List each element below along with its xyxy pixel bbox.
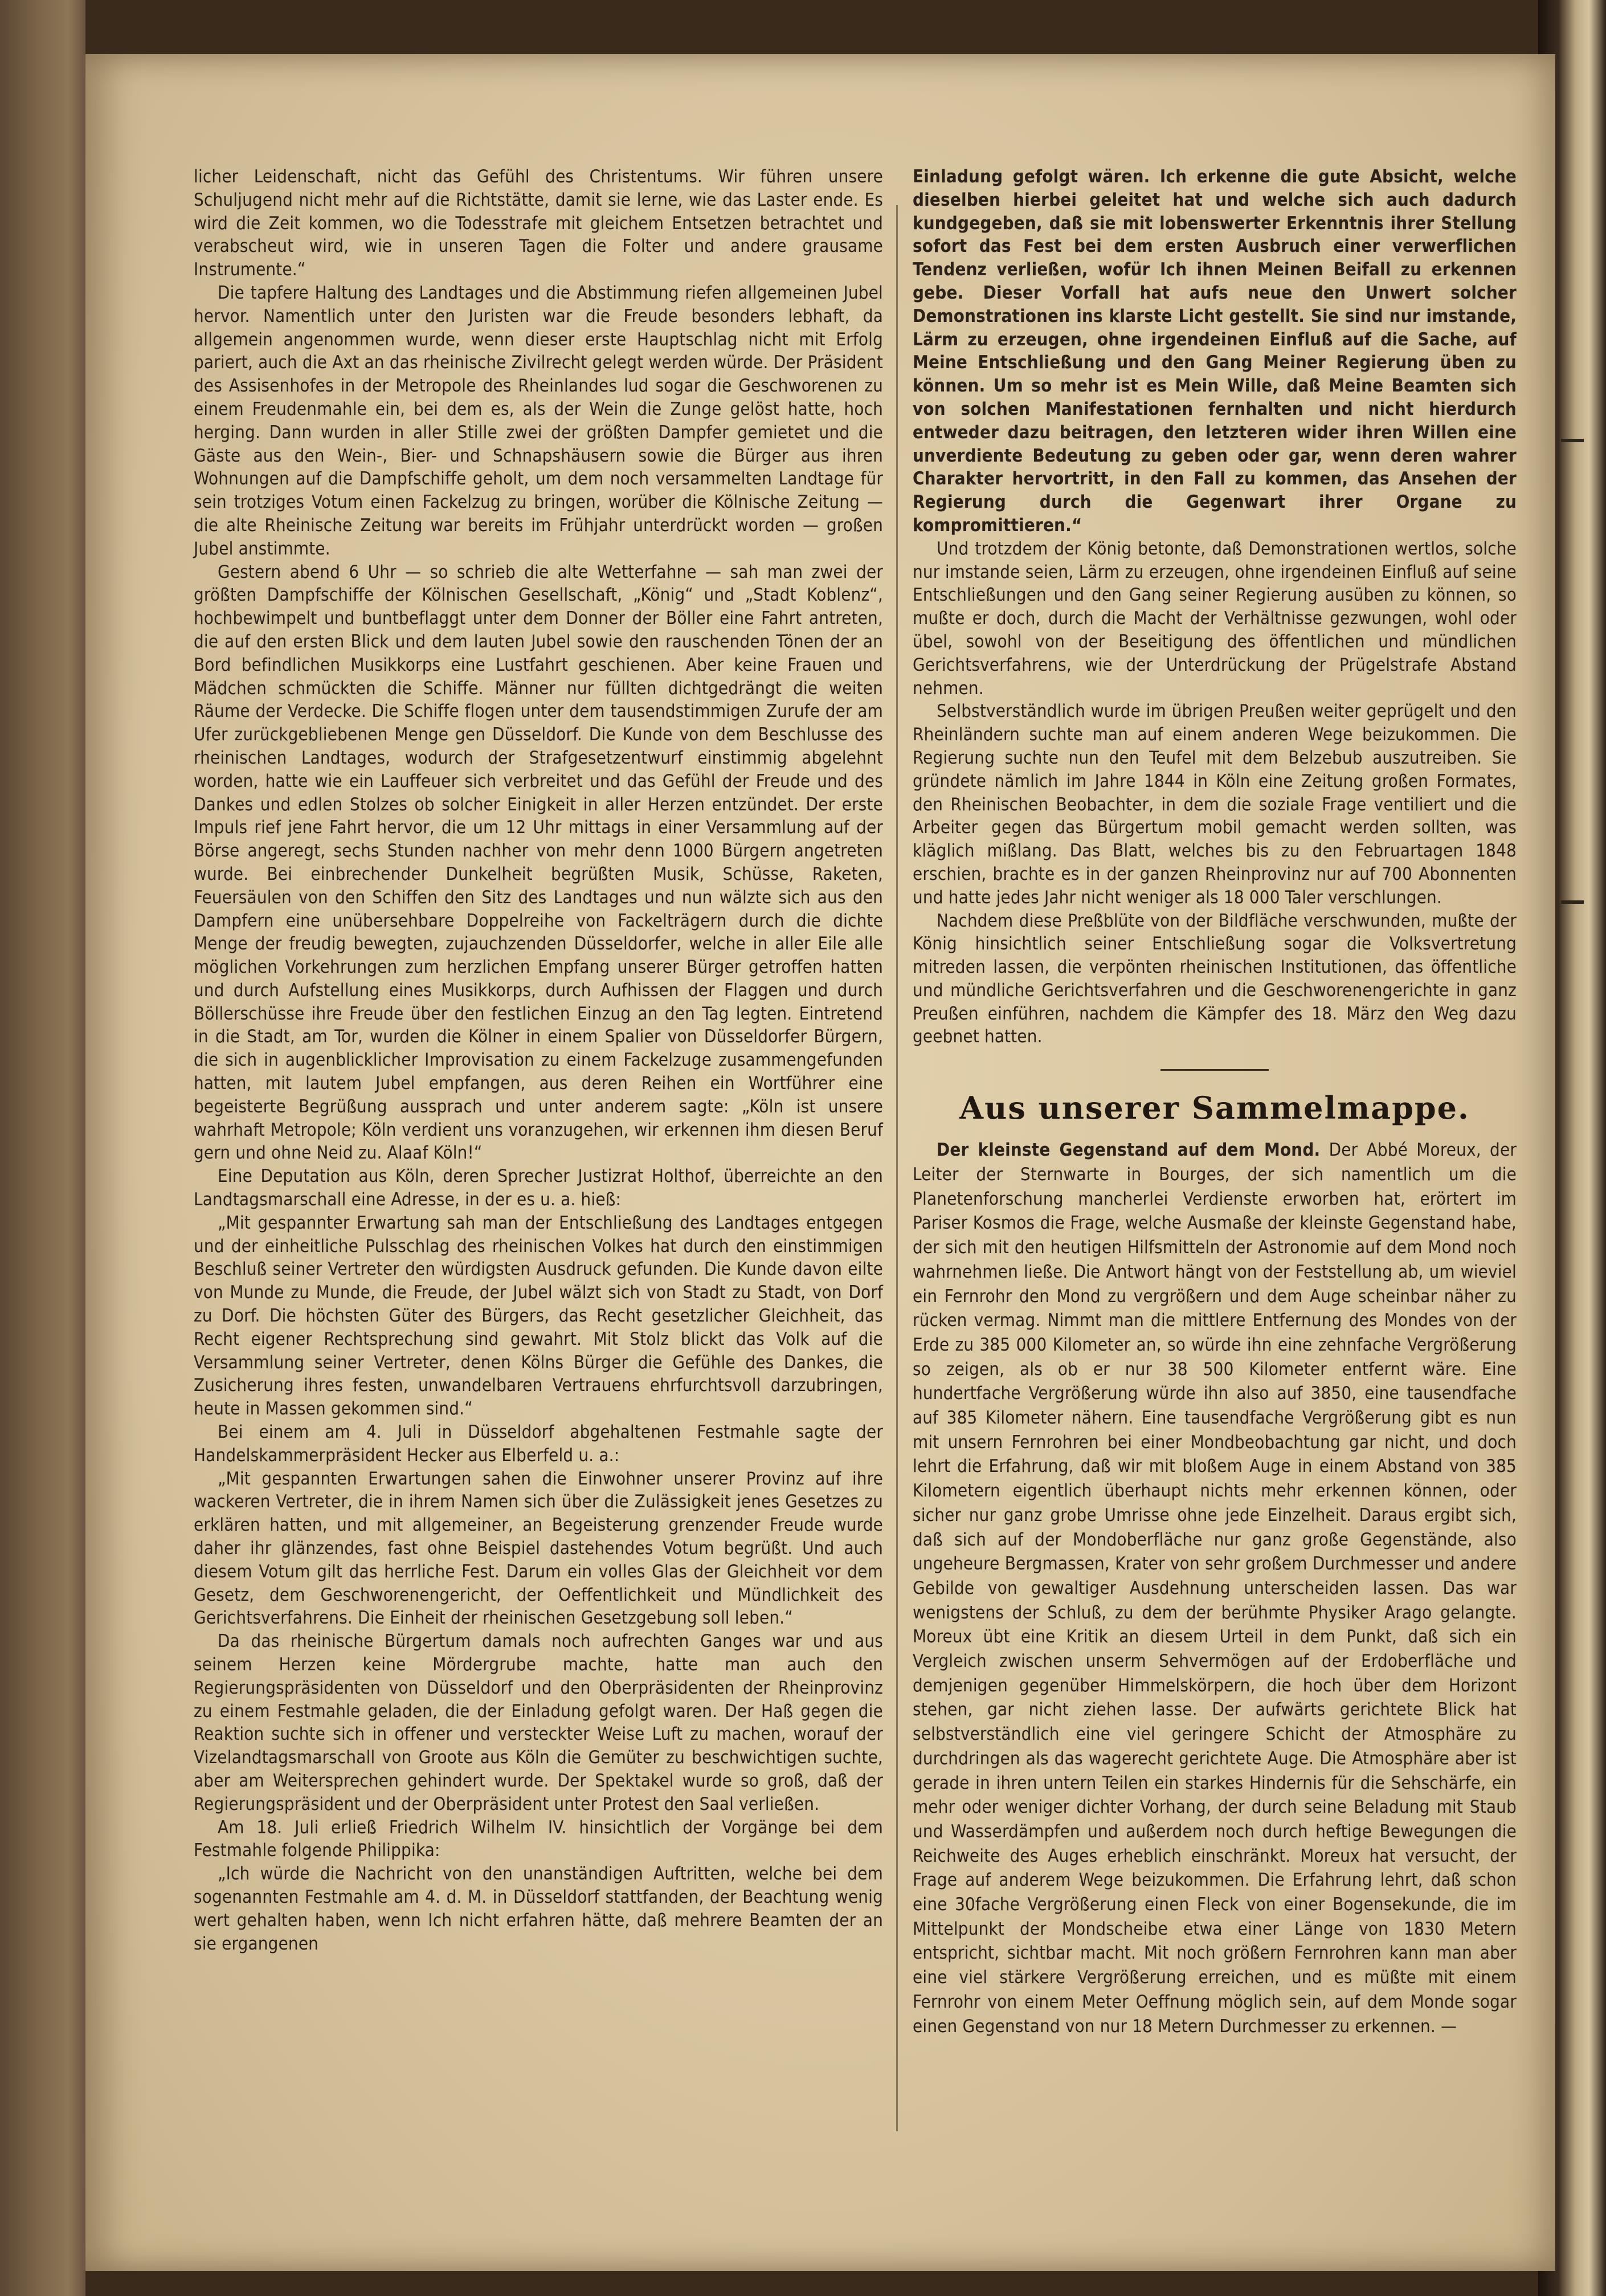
paragraph: „Ich würde die Nachricht von den unanständigen Auftritten, welche bei dem sogenannten Festmahle am 4. d. M. in Düsseldorf stattfanden, der Beachtung wenig wert gehalten haben, wenn Ich nicht erfahren hätte, daß mehrere Beamten der an sie ergangenen bbox=[194, 1863, 883, 1954]
paragraph: Bei einem am 4. Juli in Düsseldorf abgehaltenen Festmahle sagte der Handelskammerpräsident Hecker aus Elberfeld u. a.: bbox=[194, 1422, 883, 1466]
paragraph: licher Leidenschaft, nicht das Gefühl des Christentums. Wir führen unsere Schuljugend nicht mehr auf die Richtstätte, damit sie lerne, wie das Laster ende. Es wird die Zeit kommen, wo die Todesstrafe mit gleichem Entsetzen betrachtet und verabscheut wird, wie in unseren Tagen die Folter und andere grausame Instrumente.“ bbox=[194, 166, 883, 280]
paragraph: Die tapfere Haltung des Landtages und die Abstimmung riefen allgemeinen Jubel hervor. Namentlich unter den Juristen war die Freude besonders lebhaft, da allgemein angenommen wurde, wenn dieser erste Hauptschlag nicht mit Erfolg pariert, auch die Axt an das rheinische Zivilrecht gelegt werden würde. Der Präsident des Assisenhofes in der Metropole des Rheinlandes lud sogar die Geschworenen zu einem Freudenmahle ein, bei dem es, als der Wein die Zunge gelöst hatte, hoch herging. Dann wurden in aller Stille zwei der größten Dampfer gemietet und die Gäste aus den Wein-, Bier- und Schnapshäusern sowie die Bürger aus ihren Wohnungen auf die Dampfschiffe geholt, um dem noch versammelten Landtage für sein trotziges Votum einen Fackelzug zu bringen, worüber die Kölnische Zeitung — die alte Rheinische Zeitung war bereits im Frühjahr unterdrückt worden — großen Jubel anstimmte. bbox=[194, 282, 883, 559]
mond-article bbox=[913, 1138, 1517, 2038]
paragraph: „Mit gespannten Erwartungen sahen die Einwohner unserer Provinz auf ihre wackeren Vertreter, die in ihrem Namen sich über die Zulässigkeit jenes Gesetzes zu erklären hatten, und mit allgemeiner, an Begeisterung grenzender Freude wurde daher ihr glänzendes, fast ohne Beispiel dastehendes Votum begrüßt. Und auch diesem Votum gilt das herrliche Fest. Darum ein volles Glas der Gleichheit vor dem Gesetz, dem Geschworenengericht, der Oeffentlichkeit und Mündlichkeit des Gerichtsverfahrens. Die Einheit der rheinischen Gesetzgebung soll leben.“ bbox=[194, 1468, 883, 1629]
paragraph: Gestern abend 6 Uhr — so schrieb die alte Wetterfahne — sah man zwei der größten Dampfschiffe der Kölnischen Gesellschaft, „König“ und „Stadt Koblenz“, hochbewimpelt und buntbeflaggt unter dem Donner der Böller eine Fahrt antreten, die auf den ersten Blick und dem lauten Jubel sowie den rauschenden Tönen der an Bord befindlichen Musikkorps eine Lustfahrt geschienen. Aber keine Frauen und Mädchen schmückten die Schiffe. Männer nur füllten dichtgedrängt die weiten Räume der Verdecke. Die Schiffe flogen unter dem tausendstimmigen Zurufe der am Ufer zurückgebliebenen Menge gen Düsseldorf. Die Kunde von dem Beschlusse des rheinischen Landtages, wodurch der Strafgesetzentwurf einstimmig abgelehnt worden, hatte wie ein Lauffeuer sich verbreitet und das Gefühl der Freude und des Dankes und edlen Stolzes ob solcher Einigkeit in aller Herzen entzündet. Der erste Impuls rief jene Fahrt hervor, die um 12 Uhr mittags in einer Versammlung auf der Börse angeregt, sechs Stunden nachher von mehr denn 1000 Bürgern angetreten wurde. Bei einbrechender Dunkelheit begrüßten Musik, Schüsse, Raketen, Feuersäulen von den Schiffen den Sitz des Landtages und nun wälzte sich aus den Dampfern eine unübersehbare Doppelreihe von Fackelträgern durch die dichte Menge der freudig bewegten, zujauchzenden Düsseldorfer, welche in aller Eile alle möglichen Vorkehrungen zum herzlichen Empfang unserer Bürger getroffen hatten und durch Aufstellung eines Musikkorps, durch Aufhissen der Flaggen und durch Böllerschüsse ihre Freude über den festlichen Einzug an den Tag legten. Eintretend in die Stadt, am Tor, wurden die Kölner in einem Spalier von Düsseldorfer Bürgern, die sich in augenblicklicher Improvisation zu einem Fackelzuge zusammengefunden hatten, mit lautem Jubel empfangen, aus deren Reihen ein Wortführer eine begeisterte Begrüßung aussprach und unter anderem sagte: „Köln ist unsere wahrhaft Metropole; Köln verdient uns voranzugehen, wir erkennen ihm diesen Beruf gern und ohne Neid zu. Alaaf Köln!“ bbox=[194, 561, 883, 1164]
paragraph: Einladung gefolgt wären. Ich erkenne die gute Absicht, welche dieselben hierbei geleitet hat und welche sich auch dadurch kundgegeben, daß sie mit lobenswerter Erkenntnis ihrer Stellung sofort das Fest bei dem ersten Ausbruch einer verwerflichen Tendenz verließen, wofür Ich ihnen Meinen Beifall zu erkennen gebe. Dieser Vorfall hat aufs neue den Unwert solcher Demonstrationen ins klarste Licht gestellt. Sie sind nur imstande, Lärm zu erzeugen, ohne irgendeinen Einfluß auf die Sache, auf Meine Entschließung und den Gang Meiner Regierung üben zu können. Um so mehr ist es Mein Wille, daß Meine Beamten sich von solchen Manifestationen fernhalten und nicht hierdurch entweder dazu beitragen, den letzteren wider ihren Willen eine unverdiente Bedeutung zu geben oder gar, wenn deren wahrer Charakter hervortritt, in den Fall zu kommen, das Ansehen der Regierung durch die Gegenwart ihrer Organe zu kompromittieren.“ bbox=[913, 166, 1517, 536]
paragraph: Selbstverständlich wurde im übrigen Preußen weiter geprügelt und den Rheinländern suchte man auf einem anderen Wege beizukommen. Die Regierung suchte nun den Teufel mit dem Belzebub auszutreiben. Sie gründete nämlich im Jahre 1844 in Köln eine Zeitung großen Formates, den Rheinischen Beobachter, in dem die soziale Frage ventiliert und die Arbeiter gegen das Bürgertum mobil gemacht werden sollten, was kläglich mißlang. Das Blatt, welches bis zu den Februartagen 1848 erschien, brachte es in der ganzen Rheinprovinz nur auf 700 Abonnenten und hatte jedes Jahr nicht weniger als 18 000 Taler verschlungen. bbox=[913, 701, 1517, 908]
paragraph: Nachdem diese Preßblüte von der Bildfläche verschwunden, mußte der König hinsichtlich seiner Entschließung sogar die Volksvertretung mitreden lassen, die verpönten rheinischen Institutionen, das öffentliche und mündliche Gerichtsverfahren und die Geschworenengerichte in ganz Preußen einführen, nachdem die Kämpfer des 18. März den Weg dazu geebnet hatten. bbox=[913, 910, 1517, 1047]
paragraph: „Mit gespannter Erwartung sah man der Entschließung des Landtages entgegen und der einheitliche Pulsschlag des rheinischen Volkes hat durch den einstimmigen Beschluß seiner Vertreter den würdigsten Ausdruck gefunden. Die Kunde davon eilte von Munde zu Munde, die Freude, der Jubel wälzt sich von Stadt zu Stadt, von Dorf zu Dorf. Die höchsten Güter des Bürgers, das Recht gesetzlicher Gleichheit, das Recht eigener Rechtsprechung sind gewahrt. Mit Stolz blickt das Volk auf die Versammlung seiner Vertreter, denen Kölns Bürger die Gefühle des Dankes, die Zusicherung ihres festen, unwandelbaren Vertrauens ehrfurchtsvoll darzubringen, heute in Massen gekommen sind.“ bbox=[194, 1212, 883, 1420]
margin-mark bbox=[1561, 900, 1584, 904]
right-column bbox=[913, 165, 1517, 2038]
left-column bbox=[194, 165, 883, 1955]
paragraph: Und trotzdem der König betonte, daß Demonstrationen wertlos, solche nur imstande seien, Lärm zu erzeugen, ohne irgendeinen Einfluß auf seine Entschließungen und den Gang seiner Regierung ausüben zu können, so mußte er doch, durch die Macht der Verhältnisse gezwungen, wohl oder übel, sowohl von der Beseitigung des öffentlichen und mündlichen Gerichtsverfahrens, wie der Unterdrückung der Prügelstrafe Abstand nehmen. bbox=[913, 538, 1517, 699]
mond-article-text: Der Abbé Moreux, der Leiter der Sternwarte in Bourges, der sich namentlich um die Planetenforschung mancherlei Verdienste erworben hat, erörtert im Pariser Kosmos die Frage, welche Ausmaße der kleinste Gegenstand habe, der sich mit den heutigen Hilfsmitteln der Astronomie auf dem Mond noch wahrnehmen ließe. Die Antwort hängt von der Feststellung ab, um wieviel ein Fernrohr den Mond zu vergrößern und dem Auge scheinbar näher zu rücken vermag. Nimmt man die mittlere Entfernung des Mondes von der Erde zu 385 000 Kilometer an, so würde ihn eine zehnfache Vergrößerung so zeigen, als ob er nur 38 500 Kilometer entfernt wäre. Eine hundertfache Vergrößerung würde ihn also auf 3850, eine tausendfache auf 385 Kilometer nähern. Eine tausendfache Vergrößerung gibt es nun mit unsern Fernrohren bei einer Mondbeobachtung gar nicht, und doch lehrt die Erfahrung, daß wir mit bloßem Auge in einem Abstand von 385 Kilometern eigentlich überhaupt nichts mehr erkennen können, oder sicher nur ganz grobe Umrisse ohne jede Einzelheit. Daraus ergibt sich, daß sich auf der Mondoberfläche nur ganz große Gegenstände, also ungeheure Bergmassen, Krater von sehr großem Durchmesser und andere Gebilde von gewaltiger Ausdehnung unterscheiden lassen. Das war wenigstens der Schluß, zu dem der berühmte Physiker Arago gelangte. Moreux übt eine Kritik an diesem Urteil in dem Punkt, daß sich ein Vergleich zwischen unserm Sehvermögen auf der Erdoberfläche und demjenigen gegenüber Himmelskörpern, die hoch über dem Horizont stehen, gar nicht ziehen lasse. Der aufwärts gerichtete Blick hat selbstverständlich eine viel geringere Schicht der Atmosphäre zu durchdringen als das wagerecht gerichtete Auge. Die Atmosphäre aber ist gerade in ihren untern Teilen ein starkes Hindernis für die Sehschärfe, ein mehr oder weniger dichter Vorhang, der durch seine Beladung mit Staub und Wasserdämpfen und außerdem noch durch heftige Bewegungen die Reichweite des Auges erheblich einschränkt. Moreux hat versucht, der Frage auf anderem Wege beizukommen. Die Erfahrung lehrt, daß schon eine 30fache Vergrößerung einen Fleck von einer Bogensekunde, die im Mittelpunkt der Mondscheibe etwa einer Länge von 1830 Metern entspricht, sichtbar macht. Mit noch größern Fernrohren kann man aber eine viel stärkere Vergrößerung erreichen, und es müßte mit einem Fernrohr von einem Meter Oeffnung möglich sein, auf dem Monde sogar einen Gegenstand von nur 18 Metern Durchmesser zu erkennen. — bbox=[913, 1140, 1517, 2037]
right-column-text bbox=[913, 165, 1517, 1049]
mond-article-lead: Der kleinste Gegenstand auf dem Mond. bbox=[937, 1140, 1321, 1161]
paragraph: Eine Deputation aus Köln, deren Sprecher Justizrat Holthof, überreichte an den Landtagsmarschall eine Adresse, in der es u. a. hieß: bbox=[194, 1166, 883, 1210]
section-divider bbox=[1160, 1069, 1269, 1071]
paragraph: Am 18. Juli erließ Friedrich Wilhelm IV. hinsichtlich der Vorgänge bei dem Festmahle folgende Philippika: bbox=[194, 1817, 883, 1861]
paragraph: Da das rheinische Bürgertum damals noch aufrechten Ganges war und aus seinem Herzen keine Mördergrube machte, hatte man auch den Regierungspräsidenten von Düsseldorf und den Oberpräsidenten der Rheinprovinz zu einem Festmahle geladen, die der Einladung gefolgt waren. Der Haß gegen die Reaktion suchte sich in offener und versteckter Weise Luft zu machen, worauf der Vizelandtagsmarschall von Groote aus Köln die Gemüter zu beschwichtigen suchte, aber am Weitersprechen gehindert wurde. Der Spektakel wurde so groß, daß der Regierungspräsident und der Oberpräsident unter Protest den Saal verließen. bbox=[194, 1631, 883, 1814]
column-rule bbox=[896, 205, 898, 2131]
book-binding bbox=[0, 0, 85, 2296]
section-title: Aus unserer Sammelmappe. bbox=[959, 1090, 1470, 1127]
margin-mark bbox=[1561, 439, 1584, 442]
